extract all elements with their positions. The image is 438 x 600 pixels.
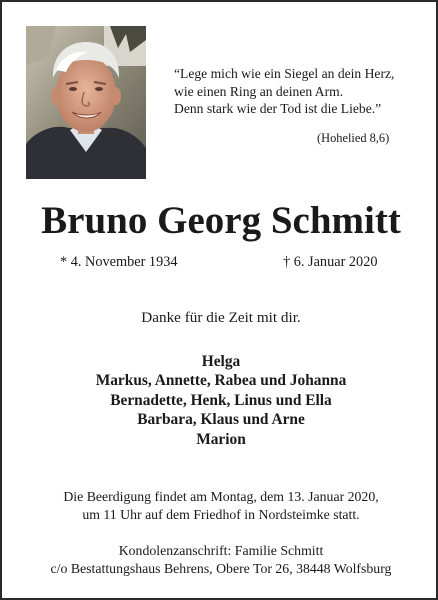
- condolence-address: [2, 542, 438, 578]
- thanks-line: Danke für die Zeit mit dir.: [141, 309, 301, 326]
- bible-quote: [174, 65, 424, 118]
- deceased-name: Bruno Georg Schmitt: [41, 199, 401, 242]
- quote-line: “Lege mich wie ein Siegel an dein Herz,: [174, 66, 395, 81]
- funeral-line: Die Beerdigung findet am Montag, dem 13. Januar 2020,: [63, 489, 379, 504]
- mourner-line: Bernadette, Henk, Linus und Ella: [110, 391, 332, 409]
- mourners-list: [2, 352, 438, 449]
- mourner-line: Markus, Annette, Rabea und Johanna: [95, 372, 347, 390]
- mourner-line: Helga: [201, 353, 241, 370]
- mourner-line: Marion: [196, 430, 246, 448]
- condolence-line: c/o Bestattungshaus Behrens, Obere Tor 26, 38448 Wolfsburg: [50, 561, 392, 576]
- quote-line: Denn stark wie der Tod ist die Liebe.”: [174, 101, 382, 116]
- quote-line: wie einen Ring an deinen Arm.: [174, 83, 344, 99]
- death-date: † 6. Januar 2020: [283, 254, 378, 270]
- portrait-image: [26, 26, 146, 179]
- funeral-line: um 11 Uhr auf dem Friedhof in Nordsteimke statt.: [82, 507, 360, 522]
- condolence-line: Kondolenzanschrift: Familie Schmitt: [118, 543, 324, 558]
- mourner-line: Barbara, Klaus und Arne: [137, 411, 305, 429]
- funeral-info: [2, 488, 438, 524]
- portrait-photo: [26, 26, 146, 179]
- birth-date: * 4. November 1934: [60, 254, 178, 270]
- quote-source: (Hohelied 8,6): [317, 131, 390, 145]
